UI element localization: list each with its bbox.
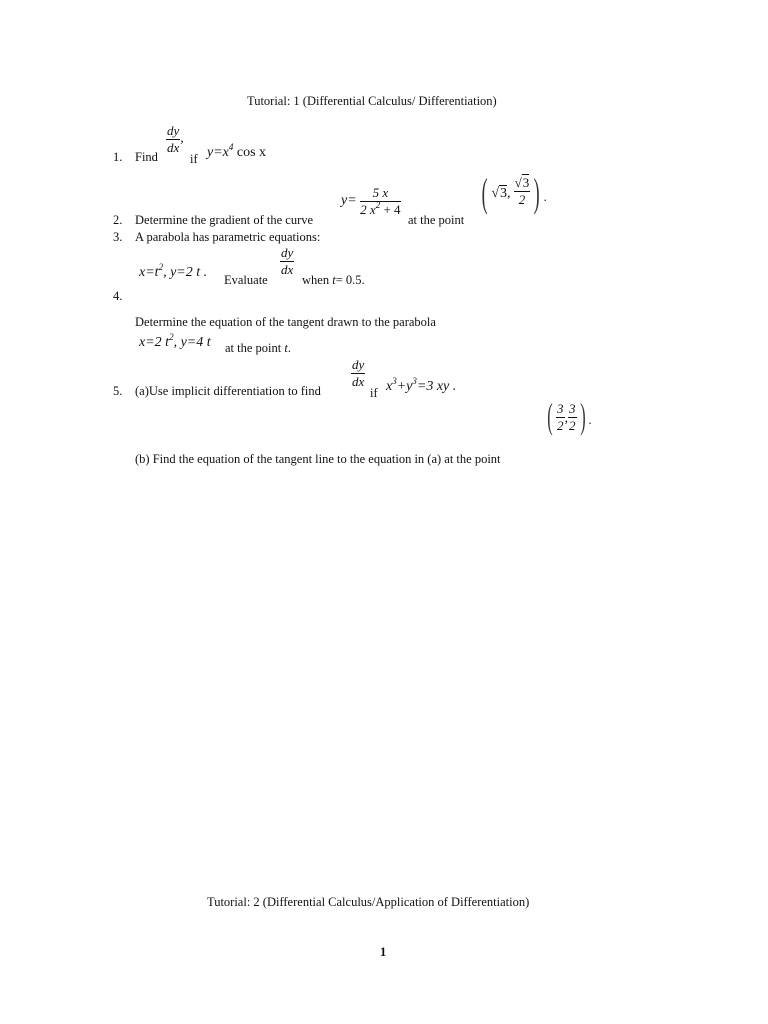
q3-number: 3. — [113, 230, 123, 244]
q3-dydx-fraction — [280, 246, 294, 276]
q5-rhs: =3 xy . — [416, 379, 457, 394]
q3-evaluate: Evaluate — [224, 273, 268, 287]
q1-cos: cos x — [236, 145, 267, 160]
q2-denominator-b: + 4 — [383, 201, 401, 217]
q2-number: 2. — [113, 213, 123, 227]
q1-equation — [207, 142, 267, 160]
q3-eq-exp: 2 — [158, 262, 164, 272]
q1-dy: dy — [167, 123, 180, 138]
q1-dydx-fraction — [166, 124, 184, 154]
q3-when: when — [302, 273, 330, 287]
q3-t: t — [332, 273, 336, 287]
page-number: 1 — [380, 945, 387, 959]
q1-find-text: Find — [135, 150, 158, 164]
q5-exp-b: 3 — [412, 376, 417, 386]
q2-y-equals: y= — [341, 193, 357, 209]
q1-if-text: if — [190, 152, 198, 166]
q5-exp-a: 3 — [392, 376, 397, 386]
q2-text: Determine the gradient of the curve — [135, 213, 314, 227]
q2-denominator-a: 2 x — [360, 201, 376, 217]
q1-comma: , — [180, 131, 184, 147]
q4-dot: . — [287, 341, 291, 355]
q3-when-clause — [302, 274, 365, 287]
q5-implicit-equation — [386, 376, 457, 394]
q2-point: ( √3, $\frac{√3}{2}$ ) . — [481, 170, 547, 215]
q3-value: = 0.5. — [335, 273, 365, 287]
q4-eq-exp: 2 — [169, 332, 174, 342]
tutorial-1-title: Tutorial: 1 (Differential Calculus/ Differentiation) — [247, 94, 497, 108]
q5-dx: dx — [352, 373, 365, 389]
q5-number: 5. — [113, 384, 123, 398]
q1-dx: dx — [167, 139, 180, 155]
q3-text: A parabola has parametric equations: — [135, 230, 321, 244]
q5-frac2-num: 3 — [569, 401, 576, 416]
q1-y-eq-x: y=x — [207, 145, 229, 160]
q3-dx: dx — [281, 261, 294, 277]
q2-denominator-exp: 2 — [375, 199, 381, 210]
q5-frac1-den: 2 — [557, 417, 564, 433]
q2-root3: 3 — [500, 186, 508, 201]
q3-parametric-equations — [139, 262, 208, 280]
q5-part-b-text: (b) Find the equation of the tangent line to the equation in (a) at the point — [135, 452, 501, 466]
q5-if-text: if — [370, 386, 378, 400]
q4-eq-b: , y=4 t — [173, 335, 211, 350]
q4-text: Determine the equation of the tangent drawn to the parabola — [135, 315, 436, 329]
q4-at-the-point — [225, 342, 291, 355]
q3-dy: dy — [281, 245, 294, 260]
q3-eq-a: x=t — [139, 265, 159, 280]
q4-eq-a: x=2 t — [139, 335, 170, 350]
q2-numerator: 5 x — [360, 186, 400, 202]
q4-parametric-equations — [139, 332, 211, 350]
q2-dot: . — [543, 190, 547, 204]
q5-dydx-fraction — [351, 358, 365, 388]
q4-at-point-text: at the point — [225, 341, 282, 355]
tutorial-2-title: Tutorial: 2 (Differential Calculus/Application of Differentiation) — [207, 895, 530, 909]
q5-dy: dy — [352, 357, 365, 372]
q4-number: 4. — [113, 289, 123, 303]
q5-part-a-text: (a)Use implicit differentiation to find — [135, 384, 321, 398]
q2-curve-equation — [341, 186, 401, 216]
q2-at-the-point: at the point — [408, 213, 465, 227]
q5-x: x — [386, 379, 393, 394]
q3-eq-b: , y=2 t . — [163, 265, 208, 280]
q5-plus-y: +y — [396, 379, 413, 394]
q4-t: t — [284, 341, 288, 355]
q2-frac-num: 3 — [522, 175, 530, 190]
q2-frac-den: 2 — [518, 191, 526, 207]
q1-exponent: 4 — [228, 142, 234, 152]
q5-frac1-num: 3 — [557, 401, 564, 416]
q5-frac2-den: 2 — [569, 417, 576, 433]
q5-point: ( $\frac{3}{2}$ , $\frac{3}{2}$ ) . — [547, 396, 592, 436]
q1-number: 1. — [113, 150, 123, 164]
q5-dot: . — [588, 413, 592, 427]
